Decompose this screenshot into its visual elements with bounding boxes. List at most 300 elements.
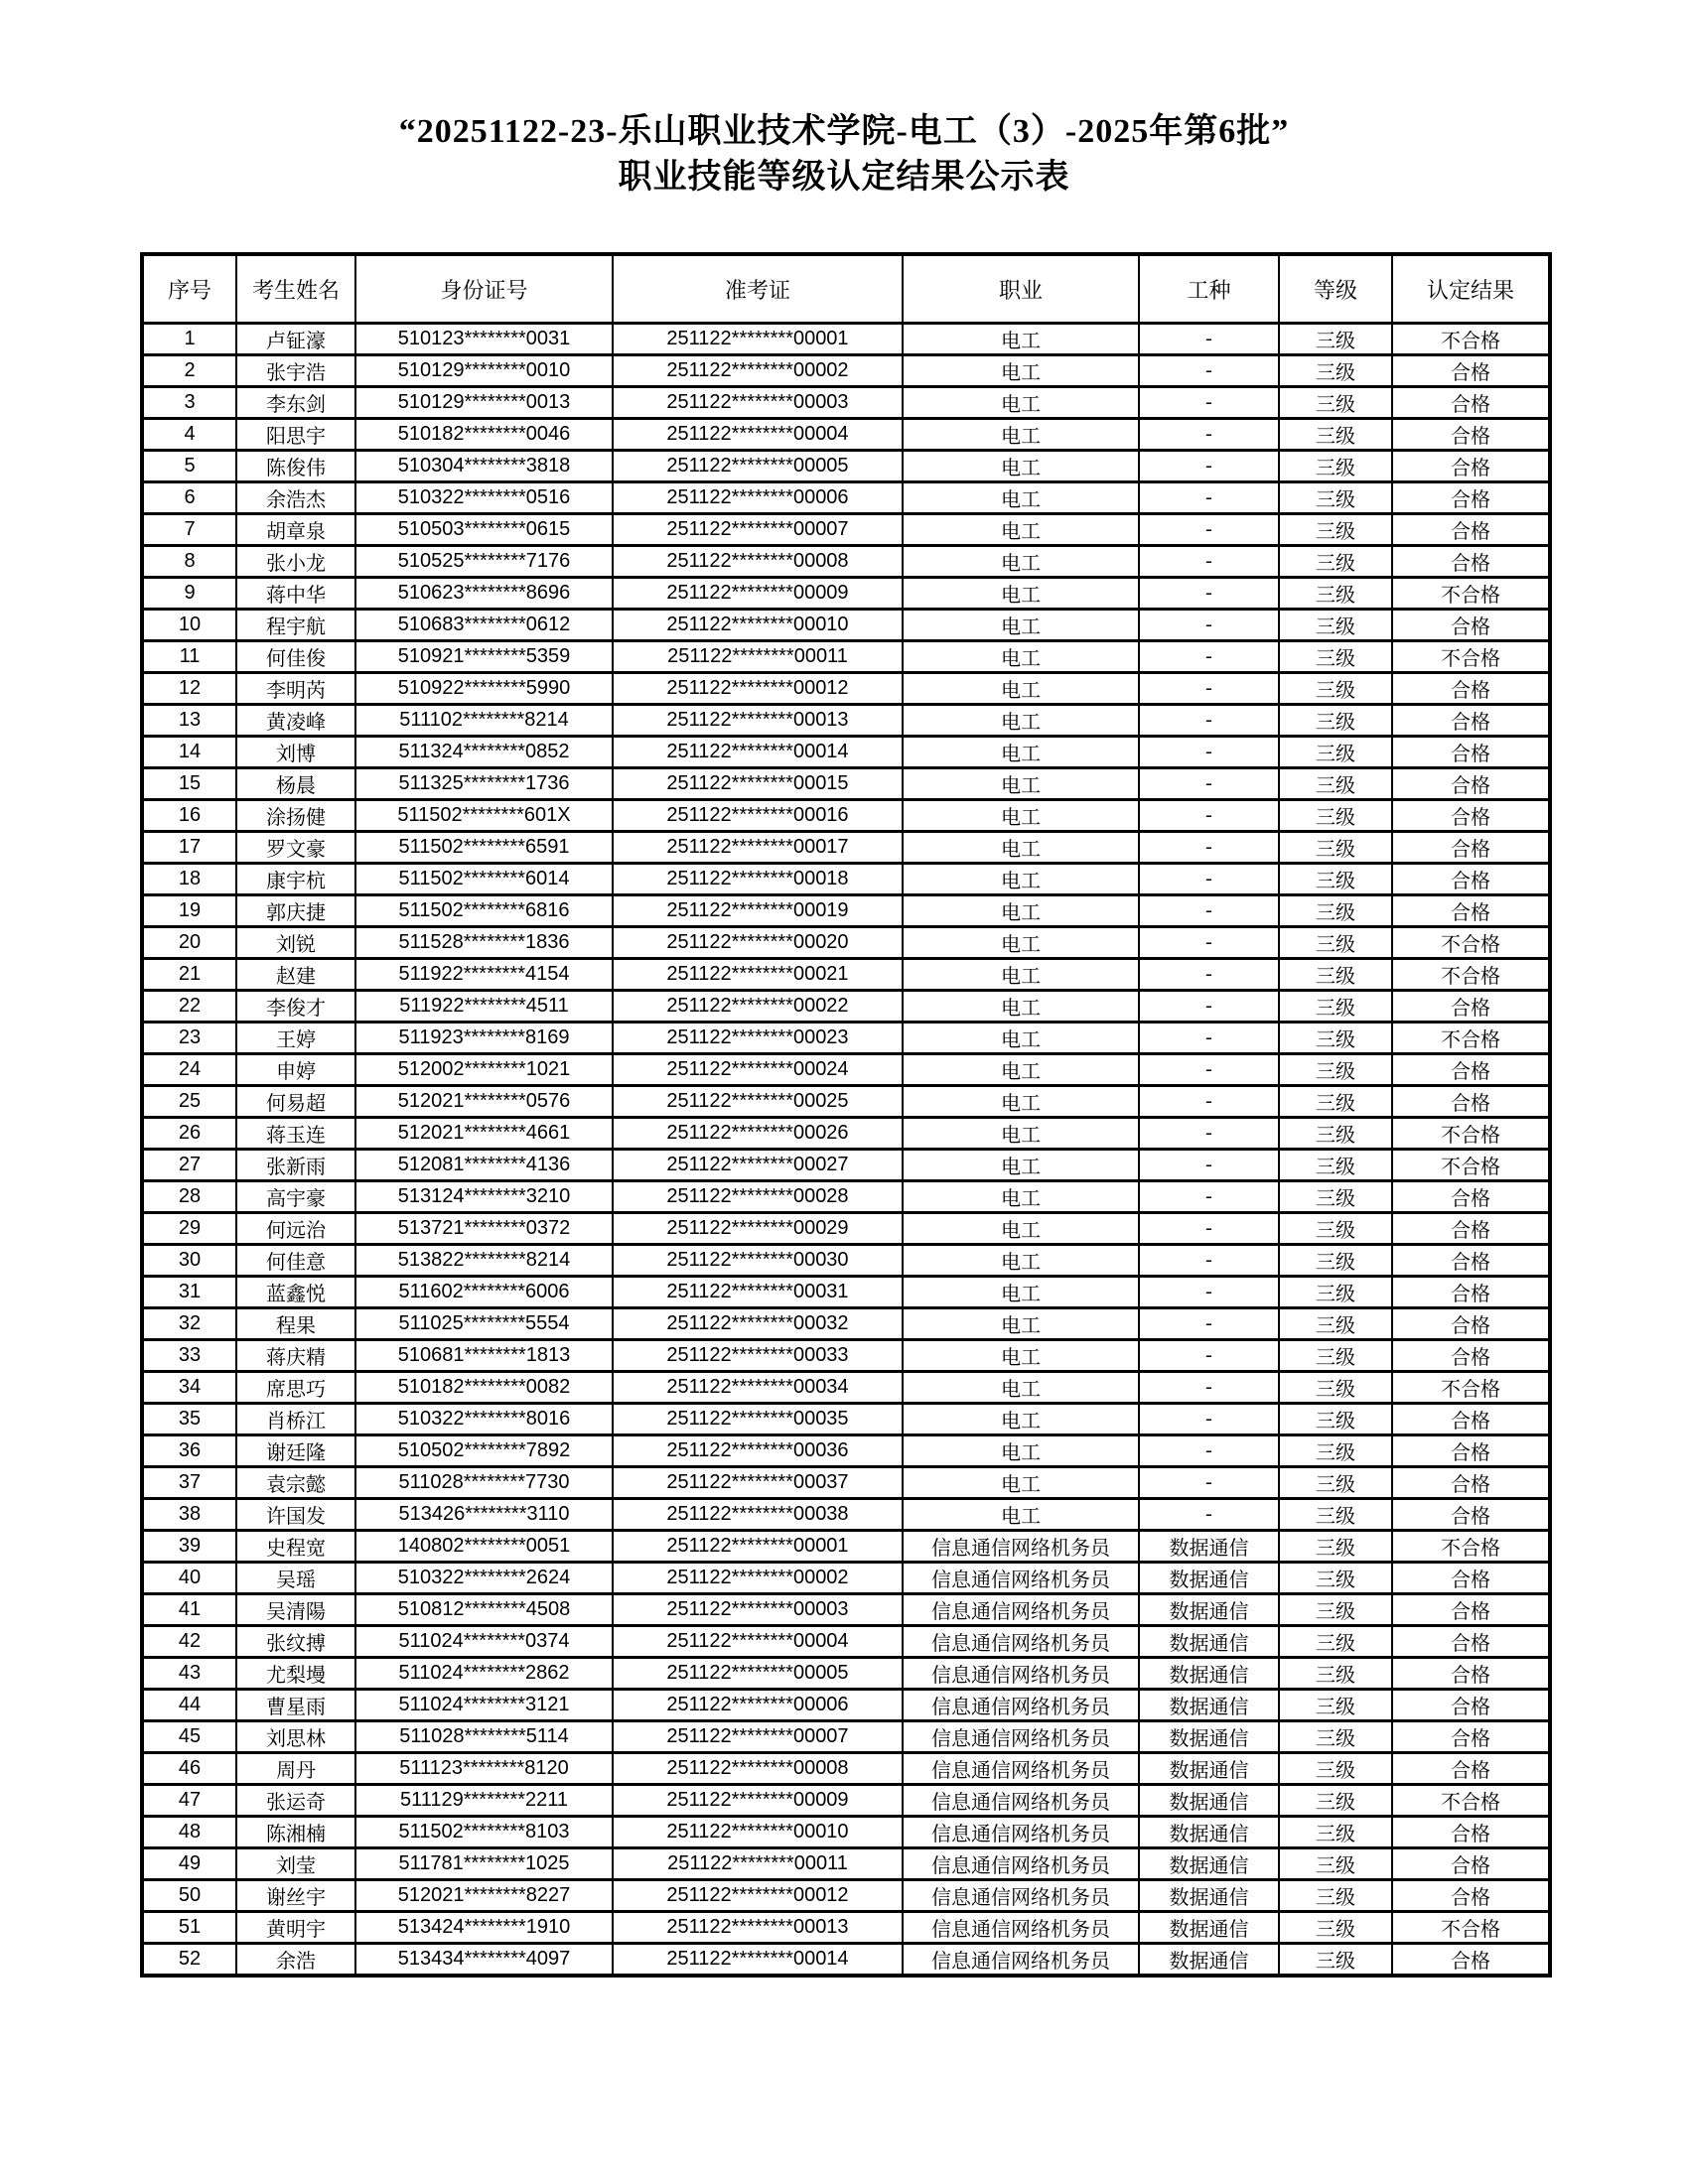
cell-name: 何佳俊 — [236, 641, 355, 673]
cell-name: 李俊才 — [236, 991, 355, 1023]
cell-name: 何易超 — [236, 1086, 355, 1118]
cell-level: 三级 — [1279, 1626, 1392, 1658]
cell-level: 三级 — [1279, 1817, 1392, 1848]
cell-name: 谢丝宇 — [236, 1880, 355, 1912]
cell-result: 合格 — [1392, 1880, 1550, 1912]
cell-name: 席思巧 — [236, 1372, 355, 1404]
cell-seq: 3 — [142, 387, 236, 419]
cell-trade: 数据通信 — [1139, 1817, 1279, 1848]
cell-name: 余浩 — [236, 1944, 355, 1977]
cell-level: 三级 — [1279, 800, 1392, 832]
table-row — [142, 1340, 1550, 1372]
cell-id-number: 512081********4136 — [355, 1150, 613, 1181]
cell-id-number: 510502********7892 — [355, 1435, 613, 1467]
table-row — [142, 1563, 1550, 1594]
cell-occupation: 电工 — [903, 1086, 1139, 1118]
cell-ticket-number: 251122********00025 — [613, 1086, 903, 1118]
cell-id-number: 512021********4661 — [355, 1118, 613, 1150]
cell-name: 程宇航 — [236, 610, 355, 641]
cell-trade: - — [1139, 800, 1279, 832]
cell-ticket-number: 251122********00016 — [613, 800, 903, 832]
cell-occupation: 信息通信网络机务员 — [903, 1563, 1139, 1594]
cell-level: 三级 — [1279, 1404, 1392, 1435]
cell-occupation: 信息通信网络机务员 — [903, 1531, 1139, 1563]
cell-result: 不合格 — [1392, 1531, 1550, 1563]
cell-id-number: 513721********0372 — [355, 1213, 613, 1245]
cell-seq: 41 — [142, 1594, 236, 1626]
cell-name: 刘博 — [236, 737, 355, 768]
cell-id-number: 511102********8214 — [355, 705, 613, 737]
cell-id-number: 140802********0051 — [355, 1531, 613, 1563]
cell-seq: 17 — [142, 832, 236, 864]
cell-occupation: 信息通信网络机务员 — [903, 1848, 1139, 1880]
table-row — [142, 1245, 1550, 1277]
cell-name: 刘锐 — [236, 927, 355, 959]
cell-id-number: 511502********6591 — [355, 832, 613, 864]
cell-ticket-number: 251122********00009 — [613, 1785, 903, 1817]
cell-seq: 11 — [142, 641, 236, 673]
cell-level: 三级 — [1279, 1499, 1392, 1531]
table-row — [142, 546, 1550, 578]
cell-seq: 5 — [142, 451, 236, 482]
cell-seq: 43 — [142, 1658, 236, 1690]
cell-id-number: 511922********4154 — [355, 959, 613, 991]
cell-name: 蒋中华 — [236, 578, 355, 610]
column-header-level: 等级 — [1279, 254, 1392, 324]
cell-result: 合格 — [1392, 1499, 1550, 1531]
cell-id-number: 510322********2624 — [355, 1563, 613, 1594]
cell-result: 合格 — [1392, 451, 1550, 482]
cell-ticket-number: 251122********00034 — [613, 1372, 903, 1404]
column-header-ticket-number: 准考证 — [613, 254, 903, 324]
cell-seq: 28 — [142, 1181, 236, 1213]
cell-occupation: 信息通信网络机务员 — [903, 1690, 1139, 1721]
cell-ticket-number: 251122********00006 — [613, 482, 903, 514]
cell-result: 合格 — [1392, 610, 1550, 641]
table-row — [142, 705, 1550, 737]
cell-result: 合格 — [1392, 1404, 1550, 1435]
cell-trade: 数据通信 — [1139, 1721, 1279, 1753]
cell-occupation: 电工 — [903, 705, 1139, 737]
cell-trade: 数据通信 — [1139, 1626, 1279, 1658]
cell-occupation: 电工 — [903, 959, 1139, 991]
cell-id-number: 510922********5990 — [355, 673, 613, 705]
cell-occupation: 信息通信网络机务员 — [903, 1594, 1139, 1626]
table-row — [142, 1372, 1550, 1404]
table-row — [142, 641, 1550, 673]
table-row — [142, 737, 1550, 768]
cell-ticket-number: 251122********00031 — [613, 1277, 903, 1308]
cell-id-number: 510525********7176 — [355, 546, 613, 578]
table-row — [142, 673, 1550, 705]
cell-ticket-number: 251122********00038 — [613, 1499, 903, 1531]
cell-seq: 36 — [142, 1435, 236, 1467]
cell-level: 三级 — [1279, 419, 1392, 451]
cell-name: 卢钲濠 — [236, 324, 355, 355]
cell-ticket-number: 251122********00020 — [613, 927, 903, 959]
table-row — [142, 1880, 1550, 1912]
cell-name: 张运奇 — [236, 1785, 355, 1817]
cell-ticket-number: 251122********00030 — [613, 1245, 903, 1277]
cell-occupation: 电工 — [903, 546, 1139, 578]
cell-id-number: 511602********6006 — [355, 1277, 613, 1308]
table-row — [142, 1277, 1550, 1308]
cell-trade: - — [1139, 1213, 1279, 1245]
cell-seq: 23 — [142, 1023, 236, 1054]
table-row — [142, 768, 1550, 800]
cell-result: 合格 — [1392, 1753, 1550, 1785]
cell-result: 合格 — [1392, 387, 1550, 419]
cell-result: 合格 — [1392, 546, 1550, 578]
cell-level: 三级 — [1279, 768, 1392, 800]
cell-name: 周丹 — [236, 1753, 355, 1785]
column-header-result: 认定结果 — [1392, 254, 1550, 324]
cell-occupation: 信息通信网络机务员 — [903, 1944, 1139, 1977]
cell-seq: 38 — [142, 1499, 236, 1531]
cell-level: 三级 — [1279, 1594, 1392, 1626]
cell-occupation: 信息通信网络机务员 — [903, 1658, 1139, 1690]
table-row — [142, 482, 1550, 514]
cell-result: 不合格 — [1392, 1785, 1550, 1817]
cell-seq: 4 — [142, 419, 236, 451]
cell-ticket-number: 251122********00015 — [613, 768, 903, 800]
cell-id-number: 511028********7730 — [355, 1467, 613, 1499]
cell-id-number: 510123********0031 — [355, 324, 613, 355]
page-title-line1: “20251122-23-乐山职业技术学院-电工（3）-2025年第6批” — [398, 113, 1290, 150]
cell-ticket-number: 251122********00012 — [613, 673, 903, 705]
cell-seq: 15 — [142, 768, 236, 800]
cell-seq: 52 — [142, 1944, 236, 1977]
table-row — [142, 1086, 1550, 1118]
cell-level: 三级 — [1279, 1245, 1392, 1277]
cell-trade: - — [1139, 546, 1279, 578]
cell-ticket-number: 251122********00026 — [613, 1118, 903, 1150]
cell-seq: 18 — [142, 864, 236, 895]
cell-occupation: 信息通信网络机务员 — [903, 1817, 1139, 1848]
column-header-name: 考生姓名 — [236, 254, 355, 324]
cell-occupation: 电工 — [903, 927, 1139, 959]
cell-level: 三级 — [1279, 1213, 1392, 1245]
cell-result: 合格 — [1392, 1277, 1550, 1308]
table-row — [142, 895, 1550, 927]
cell-trade: 数据通信 — [1139, 1944, 1279, 1977]
cell-occupation: 电工 — [903, 1308, 1139, 1340]
cell-id-number: 511502********6816 — [355, 895, 613, 927]
header-row — [142, 254, 1550, 324]
cell-ticket-number: 251122********00014 — [613, 1944, 903, 1977]
cell-id-number: 511923********8169 — [355, 1023, 613, 1054]
cell-result: 合格 — [1392, 1848, 1550, 1880]
cell-seq: 20 — [142, 927, 236, 959]
cell-occupation: 信息通信网络机务员 — [903, 1626, 1139, 1658]
cell-occupation: 电工 — [903, 1054, 1139, 1086]
cell-result: 不合格 — [1392, 1372, 1550, 1404]
table-row — [142, 514, 1550, 546]
cell-occupation: 电工 — [903, 419, 1139, 451]
cell-ticket-number: 251122********00002 — [613, 355, 903, 387]
cell-seq: 33 — [142, 1340, 236, 1372]
cell-name: 史程宽 — [236, 1531, 355, 1563]
cell-occupation: 电工 — [903, 387, 1139, 419]
cell-seq: 8 — [142, 546, 236, 578]
cell-name: 胡章泉 — [236, 514, 355, 546]
table-row — [142, 1181, 1550, 1213]
cell-seq: 24 — [142, 1054, 236, 1086]
cell-result: 合格 — [1392, 1340, 1550, 1372]
cell-level: 三级 — [1279, 1563, 1392, 1594]
cell-id-number: 511129********2211 — [355, 1785, 613, 1817]
cell-seq: 51 — [142, 1912, 236, 1944]
cell-level: 三级 — [1279, 1721, 1392, 1753]
cell-name: 李东剑 — [236, 387, 355, 419]
cell-seq: 40 — [142, 1563, 236, 1594]
cell-occupation: 信息通信网络机务员 — [903, 1753, 1139, 1785]
cell-level: 三级 — [1279, 324, 1392, 355]
cell-trade: 数据通信 — [1139, 1848, 1279, 1880]
cell-result: 合格 — [1392, 482, 1550, 514]
cell-level: 三级 — [1279, 1690, 1392, 1721]
cell-occupation: 电工 — [903, 1499, 1139, 1531]
cell-level: 三级 — [1279, 387, 1392, 419]
cell-ticket-number: 251122********00009 — [613, 578, 903, 610]
cell-ticket-number: 251122********00002 — [613, 1563, 903, 1594]
cell-ticket-number: 251122********00017 — [613, 832, 903, 864]
cell-id-number: 510812********4508 — [355, 1594, 613, 1626]
cell-ticket-number: 251122********00036 — [613, 1435, 903, 1467]
cell-id-number: 510182********0046 — [355, 419, 613, 451]
table-row — [142, 832, 1550, 864]
cell-result: 不合格 — [1392, 641, 1550, 673]
cell-id-number: 510182********0082 — [355, 1372, 613, 1404]
cell-occupation: 信息通信网络机务员 — [903, 1721, 1139, 1753]
cell-seq: 25 — [142, 1086, 236, 1118]
cell-level: 三级 — [1279, 1308, 1392, 1340]
cell-id-number: 511325********1736 — [355, 768, 613, 800]
cell-seq: 22 — [142, 991, 236, 1023]
cell-ticket-number: 251122********00007 — [613, 1721, 903, 1753]
cell-trade: - — [1139, 387, 1279, 419]
cell-ticket-number: 251122********00001 — [613, 1531, 903, 1563]
cell-occupation: 信息通信网络机务员 — [903, 1880, 1139, 1912]
cell-ticket-number: 251122********00019 — [613, 895, 903, 927]
table-row — [142, 1658, 1550, 1690]
cell-name: 涂扬健 — [236, 800, 355, 832]
cell-trade: - — [1139, 1404, 1279, 1435]
cell-result: 合格 — [1392, 1563, 1550, 1594]
cell-id-number: 513426********3110 — [355, 1499, 613, 1531]
cell-name: 赵建 — [236, 959, 355, 991]
table-row — [142, 1499, 1550, 1531]
cell-name: 康宇杭 — [236, 864, 355, 895]
table-row — [142, 991, 1550, 1023]
cell-occupation: 电工 — [903, 514, 1139, 546]
cell-ticket-number: 251122********00003 — [613, 387, 903, 419]
cell-trade: - — [1139, 1435, 1279, 1467]
cell-trade: - — [1139, 1277, 1279, 1308]
cell-result: 合格 — [1392, 514, 1550, 546]
cell-name: 肖桥江 — [236, 1404, 355, 1435]
cell-result: 合格 — [1392, 1944, 1550, 1977]
cell-occupation: 电工 — [903, 864, 1139, 895]
cell-ticket-number: 251122********00007 — [613, 514, 903, 546]
cell-ticket-number: 251122********00027 — [613, 1150, 903, 1181]
cell-ticket-number: 251122********00013 — [613, 1912, 903, 1944]
cell-result: 合格 — [1392, 1690, 1550, 1721]
cell-name: 阳思宇 — [236, 419, 355, 451]
cell-id-number: 512021********8227 — [355, 1880, 613, 1912]
cell-id-number: 511528********1836 — [355, 927, 613, 959]
cell-result: 合格 — [1392, 1181, 1550, 1213]
results-table — [140, 252, 1552, 1978]
cell-id-number: 511024********2862 — [355, 1658, 613, 1690]
cell-trade: - — [1139, 1499, 1279, 1531]
cell-trade: - — [1139, 610, 1279, 641]
cell-id-number: 513822********8214 — [355, 1245, 613, 1277]
cell-id-number: 511324********0852 — [355, 737, 613, 768]
table-row — [142, 800, 1550, 832]
cell-result: 合格 — [1392, 1245, 1550, 1277]
cell-occupation: 电工 — [903, 768, 1139, 800]
cell-level: 三级 — [1279, 737, 1392, 768]
table-row — [142, 578, 1550, 610]
column-header-occupation: 职业 — [903, 254, 1139, 324]
cell-name: 罗文豪 — [236, 832, 355, 864]
cell-trade: - — [1139, 324, 1279, 355]
cell-occupation: 电工 — [903, 578, 1139, 610]
cell-level: 三级 — [1279, 1848, 1392, 1880]
cell-result: 合格 — [1392, 768, 1550, 800]
cell-level: 三级 — [1279, 451, 1392, 482]
cell-name: 郭庆捷 — [236, 895, 355, 927]
cell-id-number: 510129********0013 — [355, 387, 613, 419]
cell-level: 三级 — [1279, 895, 1392, 927]
cell-seq: 46 — [142, 1753, 236, 1785]
cell-occupation: 电工 — [903, 482, 1139, 514]
cell-seq: 49 — [142, 1848, 236, 1880]
table-row — [142, 1118, 1550, 1150]
cell-result: 合格 — [1392, 673, 1550, 705]
cell-ticket-number: 251122********00011 — [613, 1848, 903, 1880]
cell-result: 合格 — [1392, 1467, 1550, 1499]
table-row — [142, 1023, 1550, 1054]
cell-trade: - — [1139, 1245, 1279, 1277]
cell-id-number: 511123********8120 — [355, 1753, 613, 1785]
cell-occupation: 信息通信网络机务员 — [903, 1785, 1139, 1817]
cell-trade: - — [1139, 451, 1279, 482]
page-title — [0, 0, 1688, 201]
cell-name: 陈湘楠 — [236, 1817, 355, 1848]
cell-seq: 30 — [142, 1245, 236, 1277]
cell-occupation: 电工 — [903, 895, 1139, 927]
cell-seq: 6 — [142, 482, 236, 514]
table-row — [142, 1912, 1550, 1944]
cell-seq: 32 — [142, 1308, 236, 1340]
cell-ticket-number: 251122********00004 — [613, 419, 903, 451]
cell-name: 曹星雨 — [236, 1690, 355, 1721]
table-row — [142, 1721, 1550, 1753]
cell-result: 合格 — [1392, 737, 1550, 768]
cell-ticket-number: 251122********00029 — [613, 1213, 903, 1245]
cell-level: 三级 — [1279, 1023, 1392, 1054]
cell-ticket-number: 251122********00037 — [613, 1467, 903, 1499]
cell-result: 合格 — [1392, 1213, 1550, 1245]
cell-seq: 35 — [142, 1404, 236, 1435]
cell-ticket-number: 251122********00023 — [613, 1023, 903, 1054]
cell-level: 三级 — [1279, 1880, 1392, 1912]
table-row — [142, 1944, 1550, 1977]
cell-level: 三级 — [1279, 705, 1392, 737]
table-row — [142, 1404, 1550, 1435]
cell-trade: - — [1139, 895, 1279, 927]
table-row — [142, 1213, 1550, 1245]
cell-id-number: 511502********6014 — [355, 864, 613, 895]
cell-trade: 数据通信 — [1139, 1880, 1279, 1912]
cell-trade: - — [1139, 419, 1279, 451]
cell-trade: - — [1139, 1372, 1279, 1404]
cell-occupation: 电工 — [903, 610, 1139, 641]
cell-id-number: 511024********3121 — [355, 1690, 613, 1721]
cell-name: 王婷 — [236, 1023, 355, 1054]
cell-trade: - — [1139, 1150, 1279, 1181]
table-row — [142, 927, 1550, 959]
column-header-trade: 工种 — [1139, 254, 1279, 324]
cell-level: 三级 — [1279, 1944, 1392, 1977]
cell-name: 刘莹 — [236, 1848, 355, 1880]
table-row — [142, 355, 1550, 387]
cell-occupation: 电工 — [903, 1213, 1139, 1245]
cell-seq: 27 — [142, 1150, 236, 1181]
cell-trade: 数据通信 — [1139, 1753, 1279, 1785]
cell-name: 张纹搏 — [236, 1626, 355, 1658]
cell-occupation: 电工 — [903, 451, 1139, 482]
cell-seq: 10 — [142, 610, 236, 641]
cell-result: 合格 — [1392, 1626, 1550, 1658]
cell-occupation: 电工 — [903, 1118, 1139, 1150]
table-row — [142, 1531, 1550, 1563]
table-row — [142, 419, 1550, 451]
page-title-line2: 职业技能等级认定结果公示表 — [618, 159, 1070, 196]
cell-ticket-number: 251122********00021 — [613, 959, 903, 991]
cell-ticket-number: 251122********00032 — [613, 1308, 903, 1340]
cell-occupation: 电工 — [903, 641, 1139, 673]
cell-id-number: 512002********1021 — [355, 1054, 613, 1086]
cell-seq: 47 — [142, 1785, 236, 1817]
cell-name: 刘思林 — [236, 1721, 355, 1753]
cell-seq: 12 — [142, 673, 236, 705]
cell-trade: - — [1139, 1086, 1279, 1118]
cell-occupation: 电工 — [903, 1277, 1139, 1308]
cell-ticket-number: 251122********00005 — [613, 451, 903, 482]
cell-level: 三级 — [1279, 832, 1392, 864]
cell-name: 何远治 — [236, 1213, 355, 1245]
cell-result: 合格 — [1392, 1054, 1550, 1086]
table-row — [142, 1817, 1550, 1848]
table-row — [142, 387, 1550, 419]
cell-id-number: 512021********0576 — [355, 1086, 613, 1118]
cell-trade: 数据通信 — [1139, 1912, 1279, 1944]
cell-id-number: 510322********0516 — [355, 482, 613, 514]
cell-name: 陈俊伟 — [236, 451, 355, 482]
table-row — [142, 864, 1550, 895]
column-header-id-number: 身份证号 — [355, 254, 613, 324]
table-row — [142, 1435, 1550, 1467]
cell-occupation: 电工 — [903, 355, 1139, 387]
cell-level: 三级 — [1279, 610, 1392, 641]
table-row — [142, 451, 1550, 482]
cell-seq: 26 — [142, 1118, 236, 1150]
table-row — [142, 1848, 1550, 1880]
cell-name: 吴瑶 — [236, 1563, 355, 1594]
